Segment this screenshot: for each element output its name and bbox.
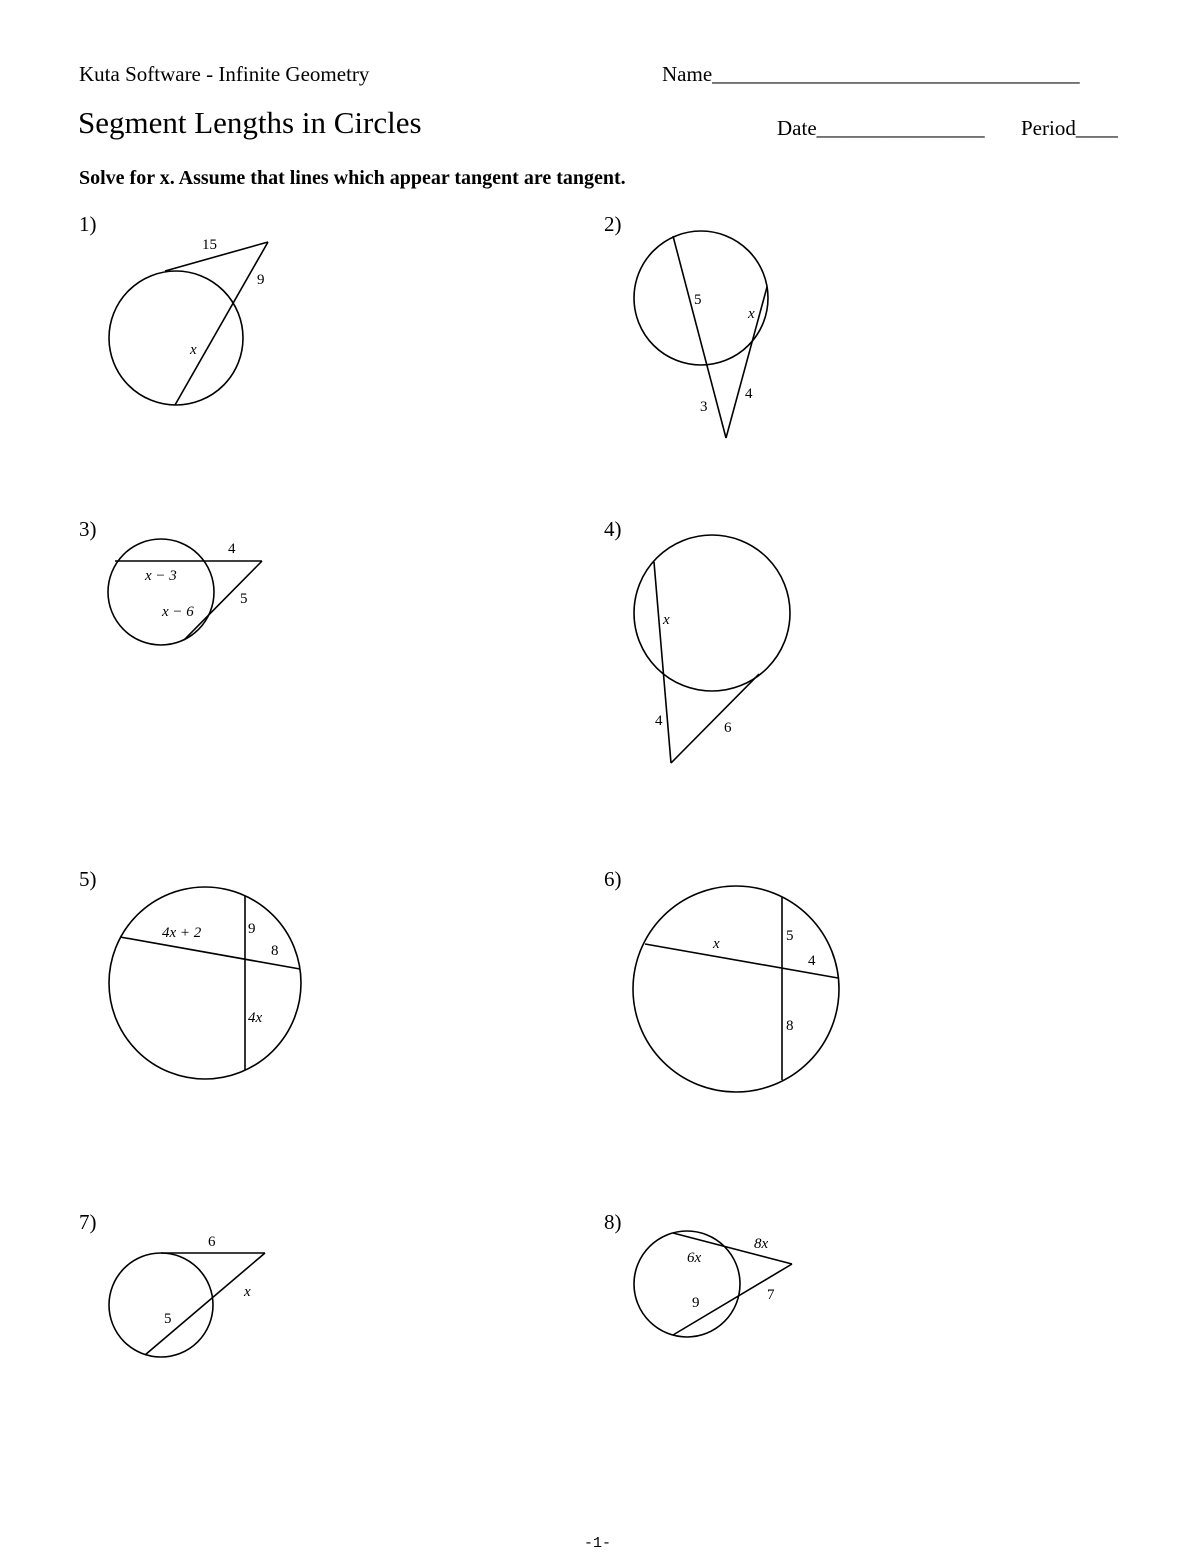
segment-label: x: [663, 612, 670, 628]
segment-label: 9: [248, 921, 256, 937]
circle: [633, 886, 839, 1092]
segment-label: 15: [202, 237, 217, 253]
segment-label: 7: [767, 1287, 775, 1303]
page-title: Segment Lengths in Circles: [78, 105, 422, 140]
instructions: Solve for x. Assume that lines which appear tangent are tangent.: [79, 167, 626, 189]
segment-label: x: [190, 342, 197, 358]
segment-label: x: [713, 936, 720, 952]
segment-label: 4: [808, 953, 816, 969]
figure-1: [109, 237, 268, 405]
figure-2: [634, 231, 768, 438]
name-field[interactable]: Name___________________________________: [662, 62, 1080, 86]
segment-label: x − 6: [162, 604, 194, 620]
segment-label: 9: [257, 272, 265, 288]
problem-number: 8): [604, 1210, 622, 1234]
segment-label: 6: [724, 720, 732, 736]
problem-number: 1): [79, 212, 97, 236]
segment-label: x: [748, 306, 755, 322]
segment-label: 5: [164, 1311, 172, 1327]
segment-label: 8: [786, 1018, 794, 1034]
problem-number: 7): [79, 1210, 97, 1234]
figure-5: [109, 887, 301, 1079]
segment-label: 4x + 2: [162, 925, 202, 941]
segment-label: 4x: [248, 1010, 263, 1026]
problem-number: 2): [604, 212, 622, 236]
segment-label: 4: [228, 541, 236, 557]
segment-label: 5: [786, 928, 794, 944]
secant-segment: [726, 287, 767, 438]
figure-6: [633, 886, 839, 1092]
circle: [109, 271, 243, 405]
segment-label: 6: [208, 1234, 216, 1250]
figure-3: [108, 539, 262, 645]
circle: [108, 539, 214, 645]
segment-label: 8: [271, 943, 279, 959]
segment-label: 5: [240, 591, 248, 607]
figure-8: [634, 1231, 792, 1337]
segment-label: 5: [694, 292, 702, 308]
problem-number: 4): [604, 517, 622, 541]
segment-label: 9: [692, 1295, 700, 1311]
secant-segment: [145, 1253, 265, 1355]
circle: [109, 887, 301, 1079]
problem-number: 5): [79, 867, 97, 891]
segment-label: 4: [745, 386, 753, 402]
circle: [634, 535, 790, 691]
secant-segment: [184, 561, 262, 640]
secant-segment: [175, 242, 268, 405]
segment-label: 3: [700, 399, 708, 415]
problem-number: 6): [604, 867, 622, 891]
segment-label: x: [244, 1284, 251, 1300]
segment-label: 4: [655, 713, 663, 729]
publisher-label: Kuta Software - Infinite Geometry: [79, 62, 370, 86]
page-number: -1-: [584, 1535, 612, 1552]
figure-4: [634, 535, 790, 763]
period-field[interactable]: Period____: [1021, 116, 1118, 140]
secant-segment: [654, 562, 671, 763]
problem-number: 3): [79, 517, 97, 541]
segment-label: x − 3: [145, 568, 177, 584]
figure-7: [109, 1234, 265, 1357]
tangent-segment: [671, 674, 759, 763]
date-field[interactable]: Date________________: [777, 116, 985, 140]
segment-label: 8x: [754, 1236, 769, 1252]
segment-label: 6x: [687, 1250, 702, 1266]
